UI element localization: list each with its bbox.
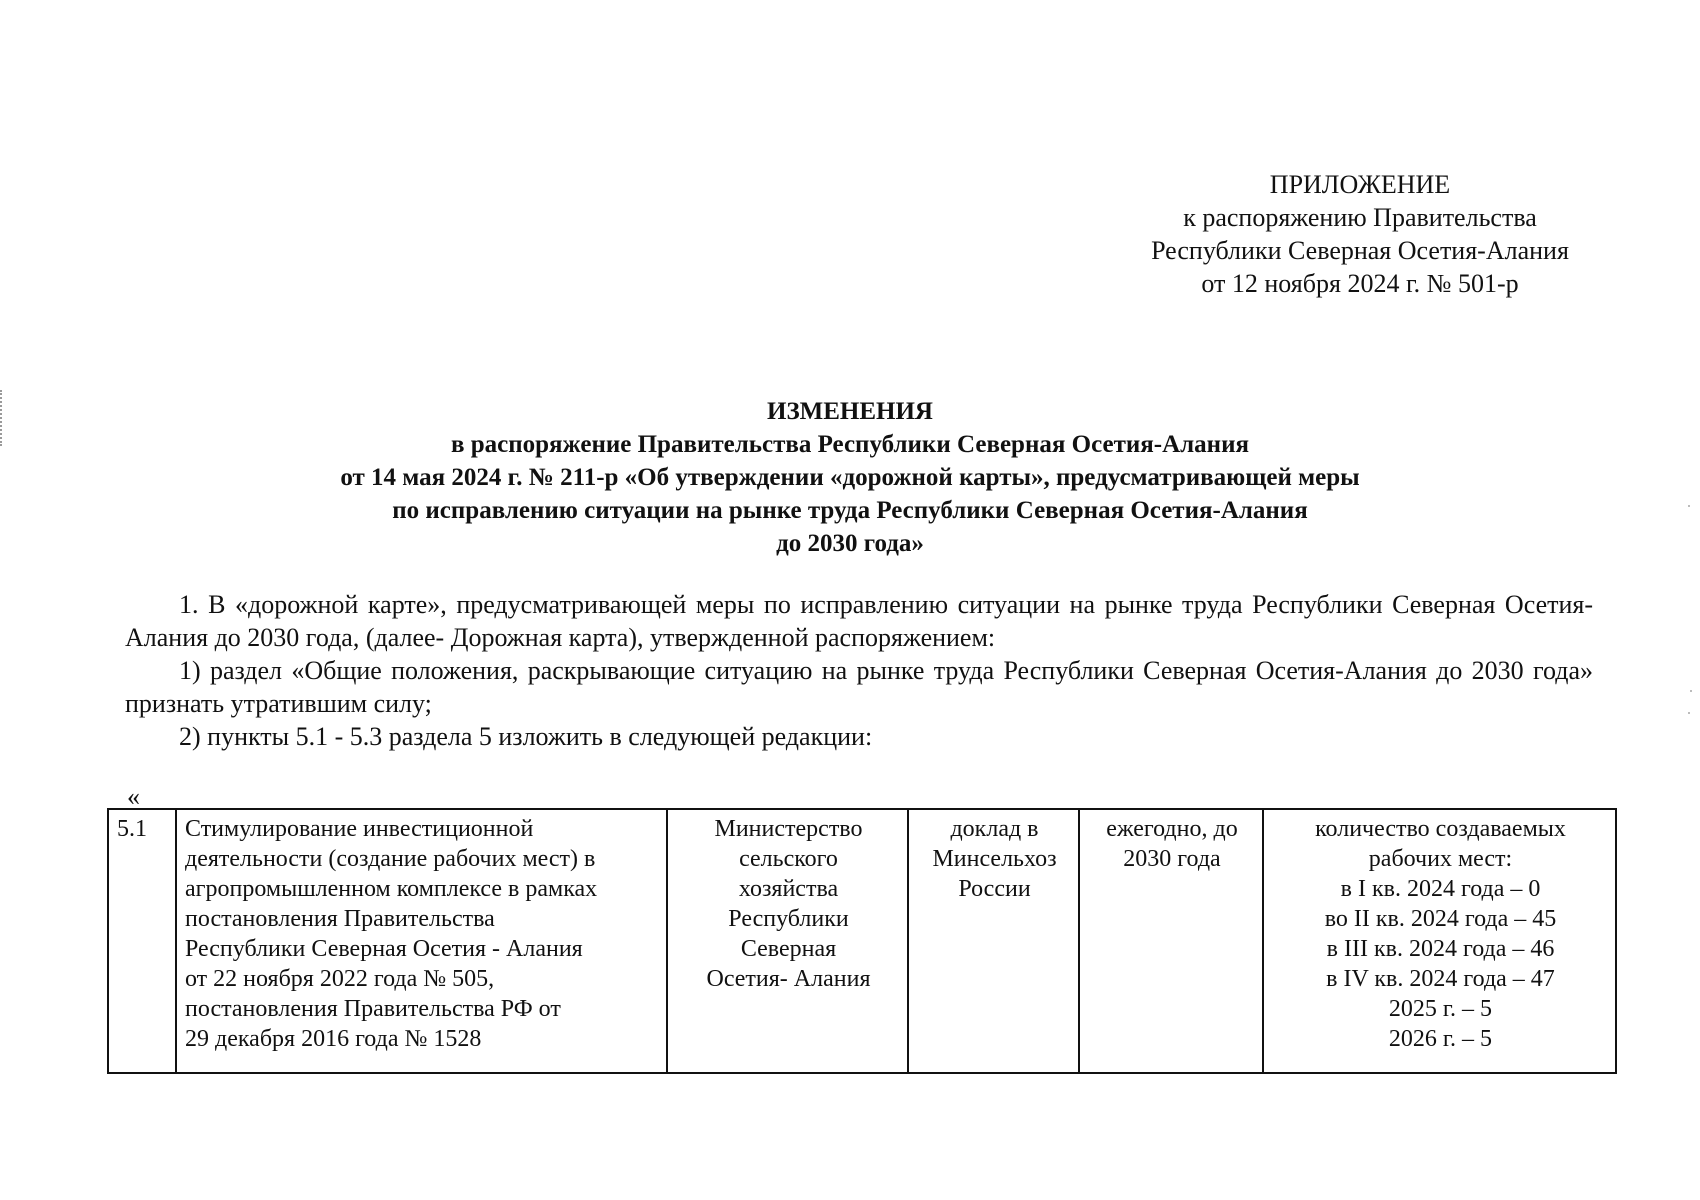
cell-line: во II кв. 2024 года – 45	[1324, 906, 1557, 932]
table-row	[108, 809, 1616, 1073]
cell-line: 29 декабря 2016 года № 1528	[185, 1026, 482, 1052]
cell-line: в I кв. 2024 года – 0	[1340, 876, 1541, 902]
appendix-header	[1120, 168, 1600, 300]
cell-line: Северная	[740, 936, 837, 962]
cell-line: 2030 года	[1123, 846, 1221, 872]
document-title	[150, 395, 1550, 560]
title-line: от 14 мая 2024 г. № 211-р «Об утверждении «дорожной карты», предусматривающей меры	[340, 464, 1360, 491]
cell-line: рабочих мест:	[1368, 846, 1513, 872]
title-line: в распоряжение Правительства Республики Северная Осетия-Алания	[450, 431, 1250, 458]
scan-speck	[1688, 505, 1690, 507]
responsible-cell	[667, 809, 908, 1073]
cell-line: Республики Северная Осетия - Алания	[185, 936, 583, 962]
cell-line: в IV кв. 2024 года – 47	[1326, 966, 1555, 992]
scan-speck	[1690, 690, 1692, 692]
scan-edge-mark	[0, 390, 5, 446]
cell-line: ежегодно, до	[1106, 816, 1238, 842]
cell-line: России	[958, 876, 1031, 902]
cell-line: от 22 ноября 2022 года № 505,	[185, 966, 495, 992]
paragraph-3: 2) пункты 5.1 - 5.3 раздела 5 изложить в следующей редакции:	[179, 722, 873, 751]
cell-line: деятельности (создание рабочих мест) в	[185, 846, 596, 872]
opening-quote: «	[127, 782, 140, 811]
scan-speck	[1688, 712, 1690, 714]
appendix-heading: ПРИЛОЖЕНИЕ	[1269, 170, 1451, 199]
title-line: до 2030 года»	[776, 530, 924, 557]
cell-line: хозяйства	[738, 876, 839, 902]
appendix-line: к распоряжению Правительства	[1183, 203, 1537, 232]
term-cell	[1079, 809, 1263, 1073]
item-number-cell: 5.1	[108, 809, 176, 1073]
title-heading: ИЗМЕНЕНИЯ	[767, 398, 933, 425]
cell-line: в III кв. 2024 года – 46	[1326, 936, 1555, 962]
body-text	[125, 588, 1593, 753]
cell-line: 2025 г. – 5	[1388, 996, 1493, 1022]
paragraph-1: 1. В «дорожной карте», предусматривающей меры по исправлению ситуации на рынке труда Республики Северная Осетия-Алания до 2030 года, (далее- Дорожная карта), утвержденной распоряжением:	[125, 590, 1593, 652]
cell-line: 2026 г. – 5	[1388, 1026, 1493, 1052]
roadmap-table	[107, 808, 1617, 1074]
cell-line: доклад в	[950, 816, 1039, 842]
appendix-line: Республики Северная Осетия-Алания	[1151, 236, 1569, 265]
cell-line: постановления Правительства	[185, 906, 495, 932]
cell-line: Осетия- Алания	[706, 966, 871, 992]
cell-line: агропромышленном комплексе в рамках	[185, 876, 598, 902]
measure-cell	[176, 809, 667, 1073]
cell-line: количество создаваемых	[1315, 816, 1566, 842]
cell-line: Республики	[728, 906, 849, 932]
title-line: по исправлению ситуации на рынке труда Республики Северная Осетия-Алания	[392, 497, 1308, 524]
paragraph-2: 1) раздел «Общие положения, раскрывающие ситуацию на рынке труда Республики Северная Осетия-Алания до 2030 года» признать утратившим силу;	[125, 656, 1593, 718]
result-cell	[1263, 809, 1616, 1073]
cell-line: постановления Правительства РФ от	[185, 996, 561, 1022]
appendix-line: от 12 ноября 2024 г. № 501-р	[1201, 269, 1519, 298]
cell-line: сельского	[739, 846, 838, 872]
cell-line: Минсельхоз	[932, 846, 1057, 872]
report-form-cell	[908, 809, 1079, 1073]
cell-line: Министерство	[714, 816, 863, 842]
cell-line: Стимулирование инвестиционной	[185, 816, 534, 842]
